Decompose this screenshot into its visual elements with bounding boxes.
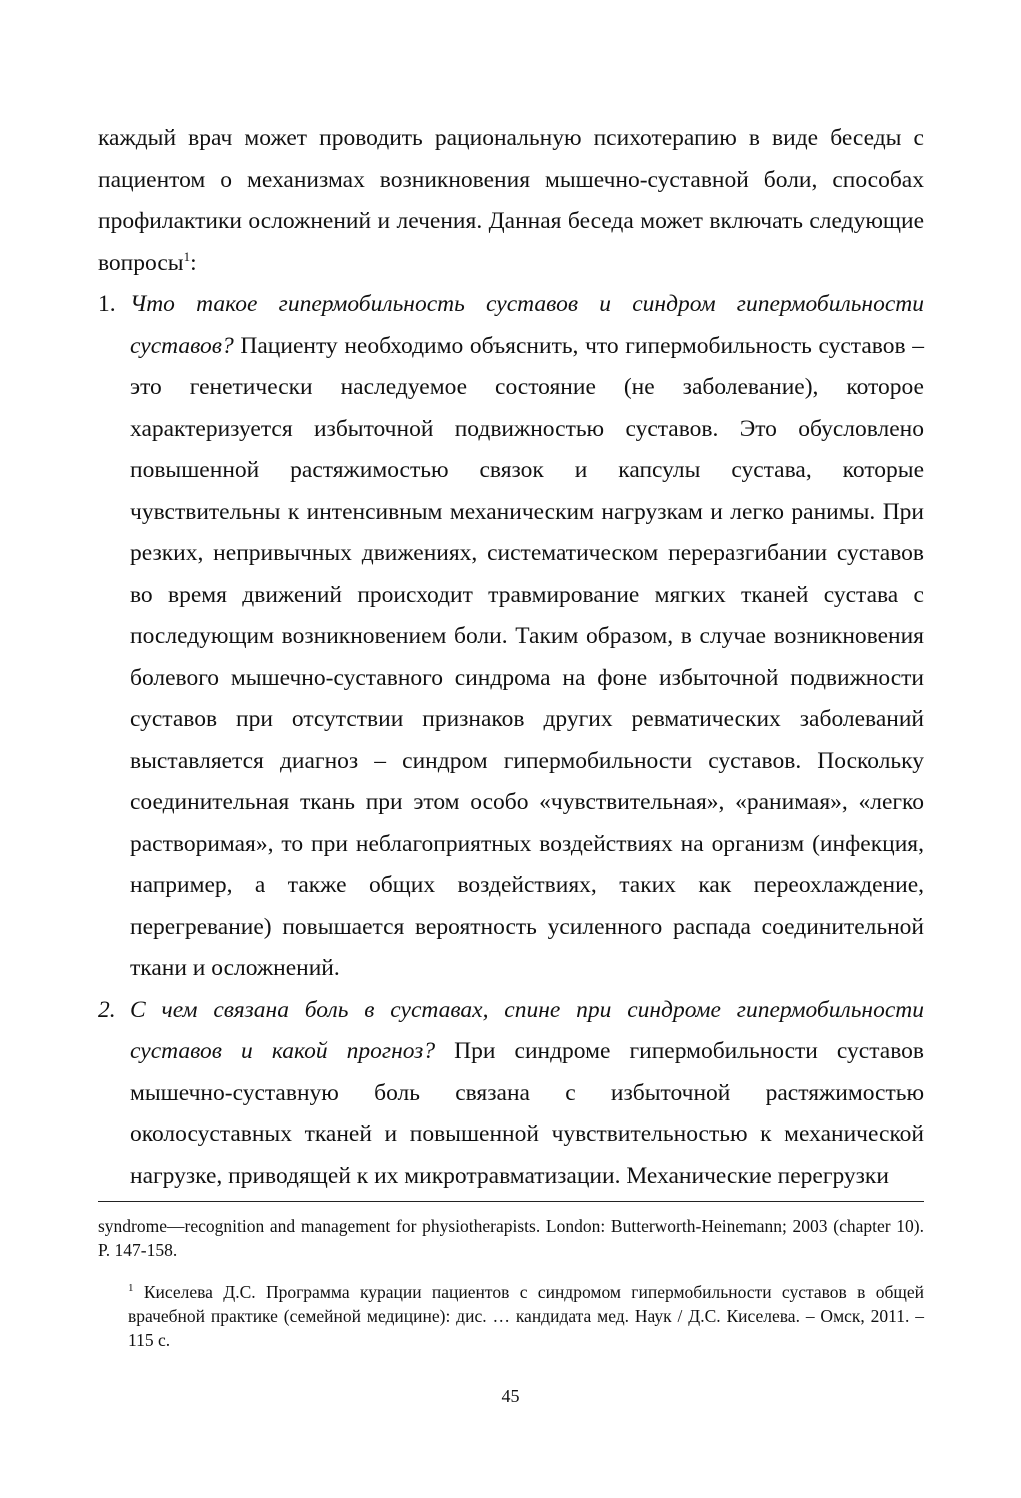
intro-text: каждый врач может проводить рациональную психотерапию в виде беседы с пациентом о механизмах возникновения мышечно-суставной боли, способах профилактики осложнений и лечения. Данная беседа может включать следующие вопросы <box>98 125 924 276</box>
item-question: С чем связана боль в суставах, спине при синдроме гипермобильности суставов и какой прогноз? <box>130 996 924 1064</box>
intro-end: : <box>190 249 197 276</box>
list-item <box>98 284 924 990</box>
intro-paragraph <box>98 118 924 284</box>
page-body <box>98 118 924 1197</box>
item-question: Что такое гипермобильность суставов и синдром гипермобильности суставов? <box>130 291 924 359</box>
footnote-continuation: syndrome—recognition and management for physiotherapists. London: Butterworth-Heinemann; 2003 (chapter 10). P. 147-158. <box>98 1216 924 1260</box>
footnote-divider <box>98 1201 924 1202</box>
footnote-text: Киселева Д.С. Программа курации пациентов с синдромом гипермобильности суставов в общей врачебной практике (семейной медицине): дис. … кандидата мед. Наук / Д.С. Киселева. – Омск, 2011. – 115 с. <box>128 1282 924 1350</box>
footnote-1 <box>98 1280 924 1352</box>
list-item <box>98 990 924 1198</box>
item-answer: Пациенту необходимо объяснить, что гипермобильность суставов – это генетически наследуемое состояние (не заболевание), которое характеризуется избыточной подвижностью суставов. Это обусловлено повышенной растяжимостью связок и капсулы сустава, которые чувствительны к интенсивным механическим нагрузкам и легко ранимы. При резких, непривычных движениях, систематическом переразгибании суставов во время движений происходит травмирование мягких тканей сустава с последующим возникновением боли. Таким образом, в случае возникновения болевого мышечно-суставного синдрома на фоне избыточной подвижности суставов при отсутствии признаков других ревматических заболеваний выставляется диагноз – синдром гипермобильности суставов. Поскольку соединительная ткань при этом особо «чувствительная», «ранимая», «легко растворимая», то при неблагоприятных воздействиях на организм (инфекция, например, а также общих воздействиях, таких как переохлаждение, перегревание) повышается вероятность усиленного распада соединительной ткани и осложнений. <box>130 332 924 981</box>
item-answer: При синдроме гипермобильности суставов мышечно-суставную боль связана с избыточной растяжимостью околосуставных тканей и повышенной чувствительностью к механической нагрузке, приводящей к их микротравматизации. Механические перегрузки <box>130 1038 925 1189</box>
footnote-ref[interactable]: 1 <box>183 248 191 264</box>
footnotes <box>98 1214 924 1352</box>
page-number: 45 <box>501 1386 520 1406</box>
item-number: 2. <box>98 996 116 1023</box>
item-number: 1. <box>98 291 116 317</box>
footnote-mark: 1 <box>128 1282 134 1295</box>
question-list <box>98 284 924 1197</box>
